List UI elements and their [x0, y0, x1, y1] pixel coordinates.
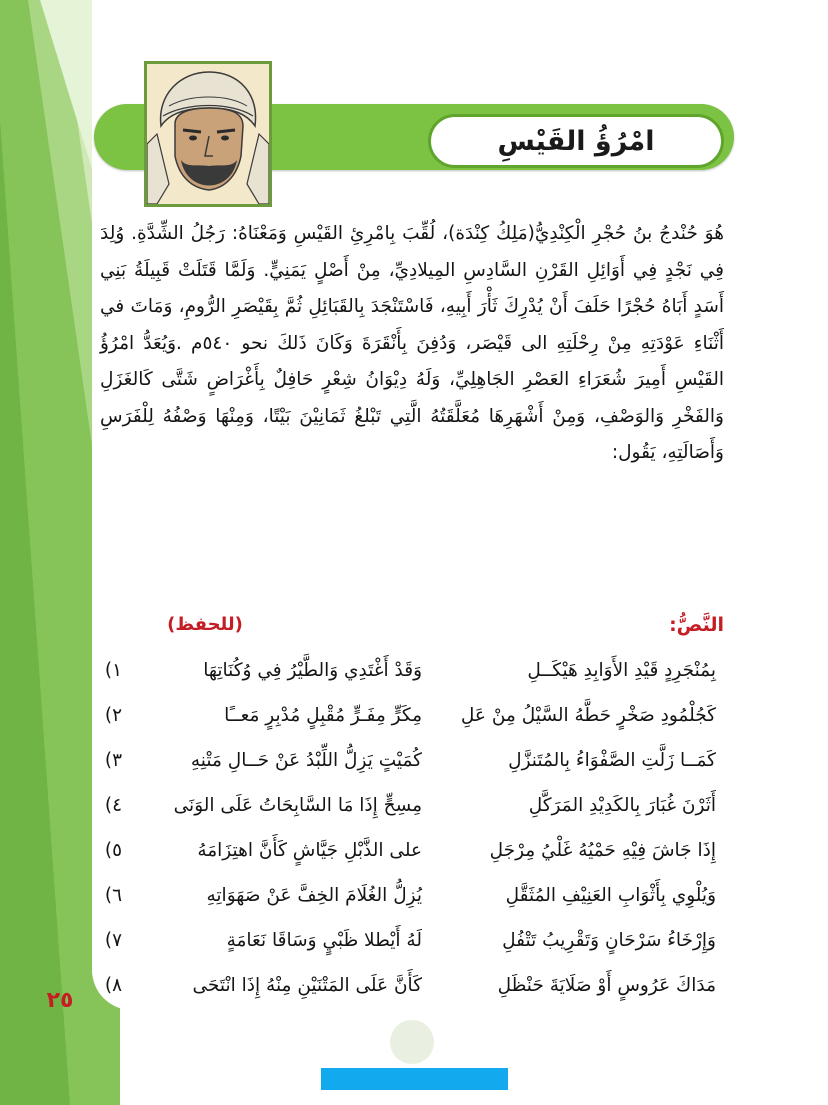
title-pill [428, 114, 724, 168]
verse-number: ٣) [104, 750, 122, 771]
page-title: امْرُؤُ القَيْسِ [497, 125, 655, 157]
verse-first-hemistich: كُمَيْتٍ يَزِلُّ اللِّبْدُ عَنْ حَــالِ مَتْنِهِ [190, 750, 422, 771]
text-section-label: النَّصُّ: [669, 614, 724, 636]
page-number: ٢٥ [46, 988, 74, 1013]
bottom-ornament [390, 1020, 434, 1064]
verse-number: ٢) [104, 705, 122, 726]
verse-line [98, 963, 728, 1008]
verse-first-hemistich: وَقَدْ أَغْتَدِي وَالطَّيْرُ فِي وُكُنَاتِهَا [203, 660, 422, 681]
verse-line [98, 918, 728, 963]
verse-second-hemistich: وَيُلْوِي بِأَثْوَابِ العَنِيْفِ المُثَقَّلِ [505, 885, 716, 906]
verse-second-hemistich: كَجُلْمُودِ صَخْرٍ حَطَّهُ السَّيْلُ مِنْ عَلِ [460, 705, 716, 726]
poem-verses [98, 648, 728, 1008]
verse-number: ١) [104, 660, 122, 681]
verse-number: ٦) [104, 885, 122, 906]
verse-line [98, 648, 728, 693]
verse-first-hemistich: لَهُ أَيْطلا ظَبْيٍ وَسَاقَا نَعَامَةٍ [226, 930, 422, 951]
verse-number: ٥) [104, 840, 122, 861]
verse-second-hemistich: إِذَا جَاشَ فِيْهِ حَمْيُهُ غَلْيُ مِرْجَلِ [489, 840, 716, 861]
verse-line [98, 828, 728, 873]
verse-second-hemistich: وَإِرْخَاءُ سَرْحَانٍ وَتَقْرِيبُ تَتْفُلِ [502, 930, 716, 951]
verse-first-hemistich: على الذَّبْلِ جَيَّاشٍ كَأَنَّ اهتِزَامَهُ [197, 840, 422, 861]
poet-biography: هُوَ حُنْدجُ بنُ حُجْرِ الْكِنْدِيُّ(مَلِكُ كِنْدَة)، لُقِّبَ بِامْرِئِ القَيْسِ وَمَعْنَاهُ: رَجُلُ الشِّدَّةِ. وُلِدَ فِي نَجْدٍ فِي أَوَائِلِ القَرْنِ السَّادِسِ المِيلادِيِّ، مِنْ أَصْلٍ يَمَنِيٍّ. وَلَمَّا قَتَلَتْ قَبِيلَةُ بَنِي أَسَدٍ أَبَاهُ حُجْرًا حَلَفَ أَنْ يُدْرِكَ ثَأْرَ أَبِيهِ، فَاسْتَنْجَدَ بِالقَبَائِلِ ثُمَّ بِقَيْصَرِ الرُّومِ، وَمَاتَ في أَثْنَاءِ عَوْدَتِهِ مِنْ رِحْلَتِهِ الى قَيْصَر، وَدُفِنَ بِأَنْقَرَةَ وَكَانَ ذَلكَ نحو ٥٤٠م .وَيُعَدُّ امْرُؤُ القَيْسِ أَمِيرَ شُعَرَاءِ العَصْرِ الجَاهِلِيِّ، وَلَهُ دِيْوَانُ شِعْرٍ حَافِلٌ بِأَغْرَاضٍ شَتَّى كَالغَزَلِ وَالفَخْرِ وَالوَصْفِ، وَمِنْ أَشْهَرِهَا مُعَلَّقَتُهُ الَّتِي تَبْلغُ ثَمَانِيْنَ بَيْتًا، وَمِنْهَا وَصْفُهُ لِلْفَرَسِ وَأَصَالَتِهِ، يَقُول: [100, 223, 724, 463]
portrait-illustration [147, 64, 269, 204]
verse-line [98, 873, 728, 918]
verse-second-hemistich: بِمُنْجَرِدٍ قَيْدِ الأَوَابِدِ هَيْكَــلِ [527, 660, 716, 681]
verse-line [98, 693, 728, 738]
verse-second-hemistich: مَدَاكَ عَرُوسٍ أَوْ صَلَايَةَ حَنْظَلِ [497, 975, 716, 996]
verse-number: ٨) [104, 975, 122, 996]
verse-line [98, 738, 728, 783]
poet-portrait [144, 61, 272, 207]
verse-second-hemistich: كَمَــا زَلَّتِ الصَّفْوَاءُ بِالمُتَنزَّلِ [508, 750, 716, 771]
memorize-label: (للحفظ) [167, 614, 243, 635]
verse-line [98, 783, 728, 828]
verse-first-hemistich: يُزِلُّ الغُلَامَ الخِفَّ عَنْ صَهَوَاتِهِ [206, 885, 422, 906]
verse-first-hemistich: مِسِحٍّ إِذَا مَا السَّابِحَاتُ عَلَى الوَنَى [173, 795, 422, 816]
verse-number: ٧) [104, 930, 122, 951]
verse-second-hemistich: أَثَرْنَ غُبَارَ بِالكَدِيْدِ المَرَكَّلِ [528, 795, 716, 816]
verse-first-hemistich: مِكَرٍّ مِفَـرٍّ مُقْبِلٍ مُدْبِرٍ مَعــًا [224, 705, 422, 726]
verse-first-hemistich: كَأَنَّ عَلَى المَتْنَيْنِ مِنْهُ إِذَا انْتَحَى [192, 975, 422, 996]
verse-number: ٤) [104, 795, 122, 816]
bottom-blue-bar [321, 1068, 508, 1090]
